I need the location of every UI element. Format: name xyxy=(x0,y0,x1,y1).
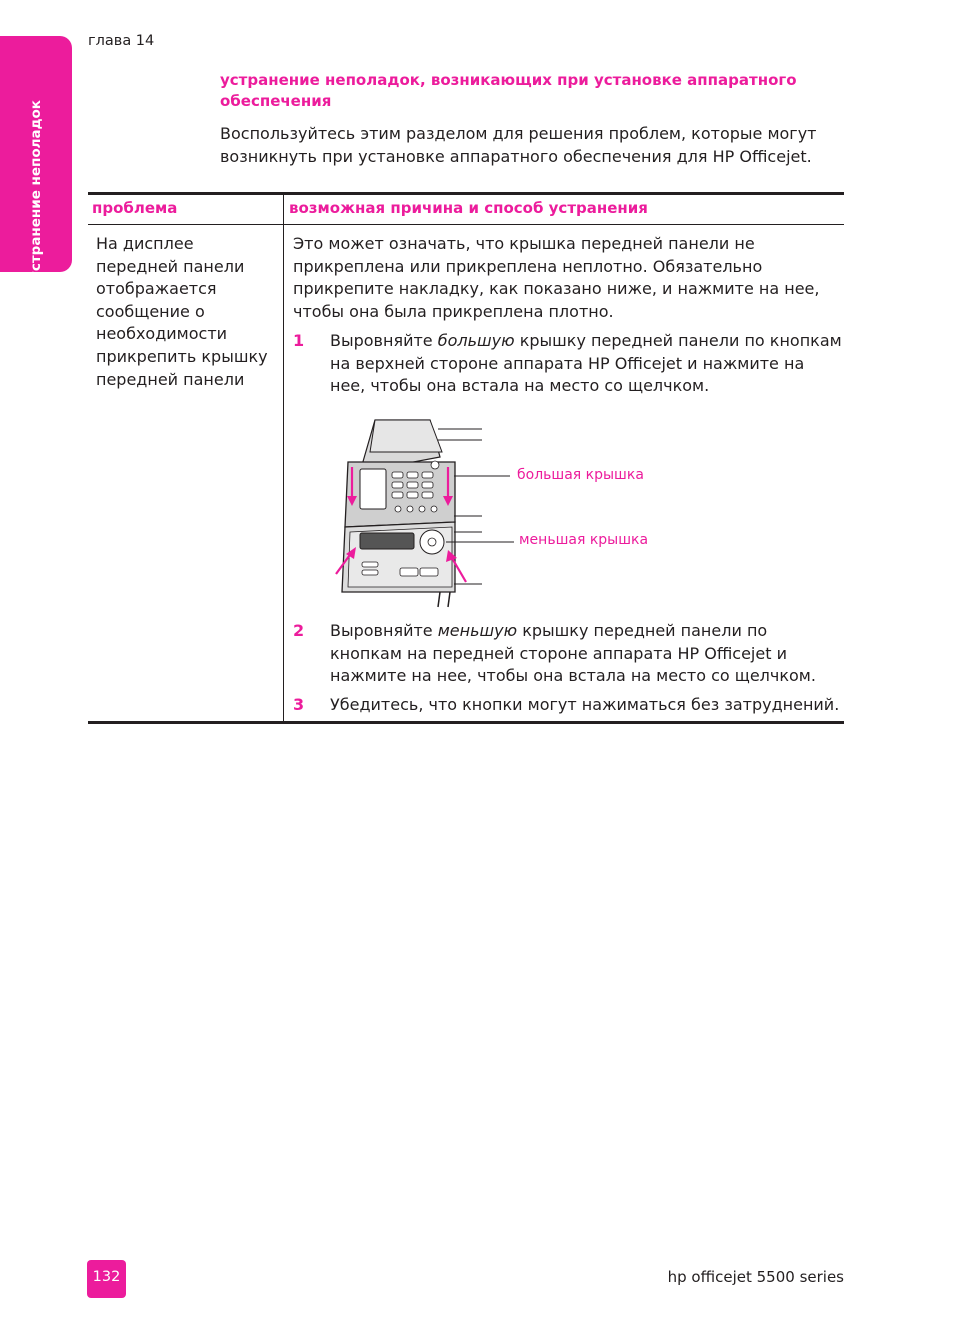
step-text: Убедитесь, что кнопки могут нажиматься без затруднений. xyxy=(330,695,840,714)
cause-text: Это может означать, что крышка передней панели не прикреплена или прикреплена неплотно. Обязательно прикрепите накладку, как показано ниже, и нажмите на нее, чтобы она была прикреплена плотно. xyxy=(293,234,820,321)
problem-cell: На дисплее передней панели отображается сообщение о необходимости прикрепить крышку передней панели xyxy=(96,234,268,389)
step-text: Выровняйте большую крышку передней панели по кнопкам на верхней стороне аппарата HP Officejet и нажмите на нее, чтобы она встала на место со щелчком. xyxy=(330,331,842,396)
page-number: 132 xyxy=(87,1260,126,1298)
side-tab-label: устранение неполадок xyxy=(28,100,44,280)
section-intro: Воспользуйтесь этим разделом для решения проблем, которые могут возникнуть при установке аппаратного обеспечения для HP Officejet. xyxy=(220,124,817,166)
callout-large-cover: большая крышка xyxy=(517,467,644,483)
column-header-cause: возможная причина и способ устранения xyxy=(289,199,648,217)
callout-small-cover: меньшая крышка xyxy=(519,532,649,548)
chapter-label: глава 14 xyxy=(88,33,155,49)
table-header-rule xyxy=(88,224,844,225)
step-number: 2 xyxy=(293,621,305,640)
table-bottom-rule xyxy=(88,721,844,724)
table-column-divider xyxy=(283,195,284,722)
footer-product-name: hp officejet 5500 series xyxy=(667,1268,844,1286)
step-number: 3 xyxy=(293,695,305,714)
device-front-panel-illustration xyxy=(330,412,670,610)
side-tab xyxy=(0,36,72,280)
column-header-problem: проблема xyxy=(92,199,178,217)
step-number: 1 xyxy=(293,331,305,350)
table-top-rule xyxy=(88,192,844,195)
step-text: Выровняйте меньшую крышку передней панели по кнопкам на передней стороне аппарата HP Officejet и нажмите на нее, чтобы она встала на место со щелчком. xyxy=(330,621,816,686)
section-title: устранение неполадок, возникающих при установке аппаратного обеспечения xyxy=(220,71,797,110)
